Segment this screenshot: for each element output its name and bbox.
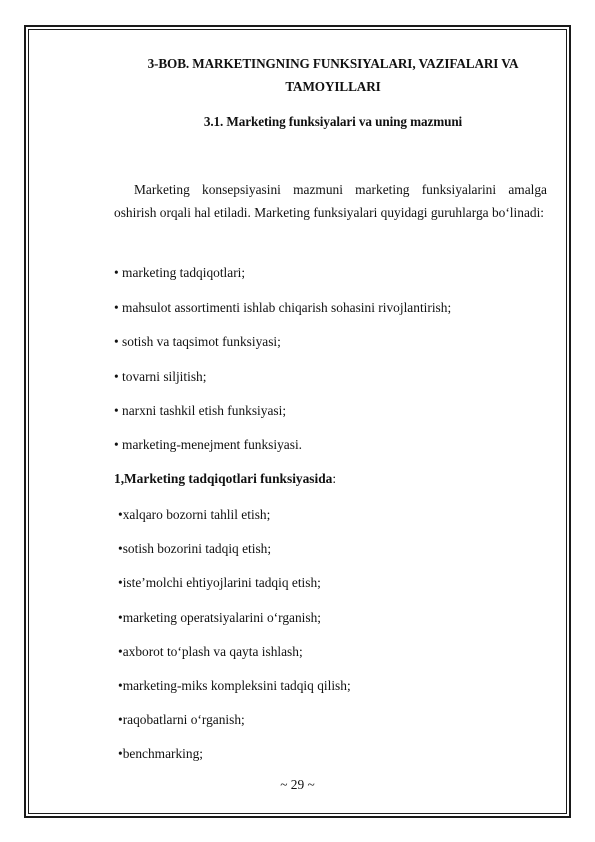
function-group-item: • marketing-menejment funksiyasi. xyxy=(114,437,303,452)
research-item: •axborot to‘plash va qayta ishlash; xyxy=(118,644,303,659)
function-group-item: • mahsulot assortimenti ishlab chiqarish sohasini rivojlantirish; xyxy=(114,300,452,315)
function-group-item: • tovarni siljitish; xyxy=(114,369,207,384)
research-item: •iste’molchi ehtiyojlarini tadqiq etish; xyxy=(118,575,321,590)
research-heading xyxy=(114,471,336,487)
function-group-item: • marketing tadqiqotlari; xyxy=(114,265,246,280)
function-group-item: • narxni tashkil etish funksiyasi; xyxy=(114,403,287,418)
intro-paragraph-text: Marketing konsepsiyasini mazmuni marketing funksiyalarini amalga oshirish orqali hal etiladi. Marketing funksiyalari quyidagi guruhlarga bo‘linadi: xyxy=(114,182,547,221)
research-item: •xalqaro bozorni tahlil etish; xyxy=(118,507,271,522)
research-heading-text: 1,Marketing tadqiqotlari funksiyasida xyxy=(114,471,333,486)
function-group-item: • sotish va taqsimot funksiyasi; xyxy=(114,334,281,349)
research-item: •marketing operatsiyalarini o‘rganish; xyxy=(118,610,322,625)
research-item: •raqobatlarni o‘rganish; xyxy=(118,712,245,727)
research-item: •sotish bozorini tadqiq etish; xyxy=(118,541,272,556)
section-title: 3.1. Marketing funksiyalari va uning mazmuni xyxy=(203,114,463,129)
chapter-title: 3-BOB. MARKETINGNING FUNKSIYALARI, VAZIFALARI VA TAMOYILLARI xyxy=(147,56,519,94)
page-number: ~ 29 ~ xyxy=(280,777,315,792)
research-heading-colon: : xyxy=(332,471,337,486)
research-item: •benchmarking; xyxy=(118,746,204,761)
research-item: •marketing-miks kompleksini tadqiq qilish; xyxy=(118,678,351,693)
page-border-inner xyxy=(28,29,567,814)
intro-paragraph xyxy=(114,178,547,225)
